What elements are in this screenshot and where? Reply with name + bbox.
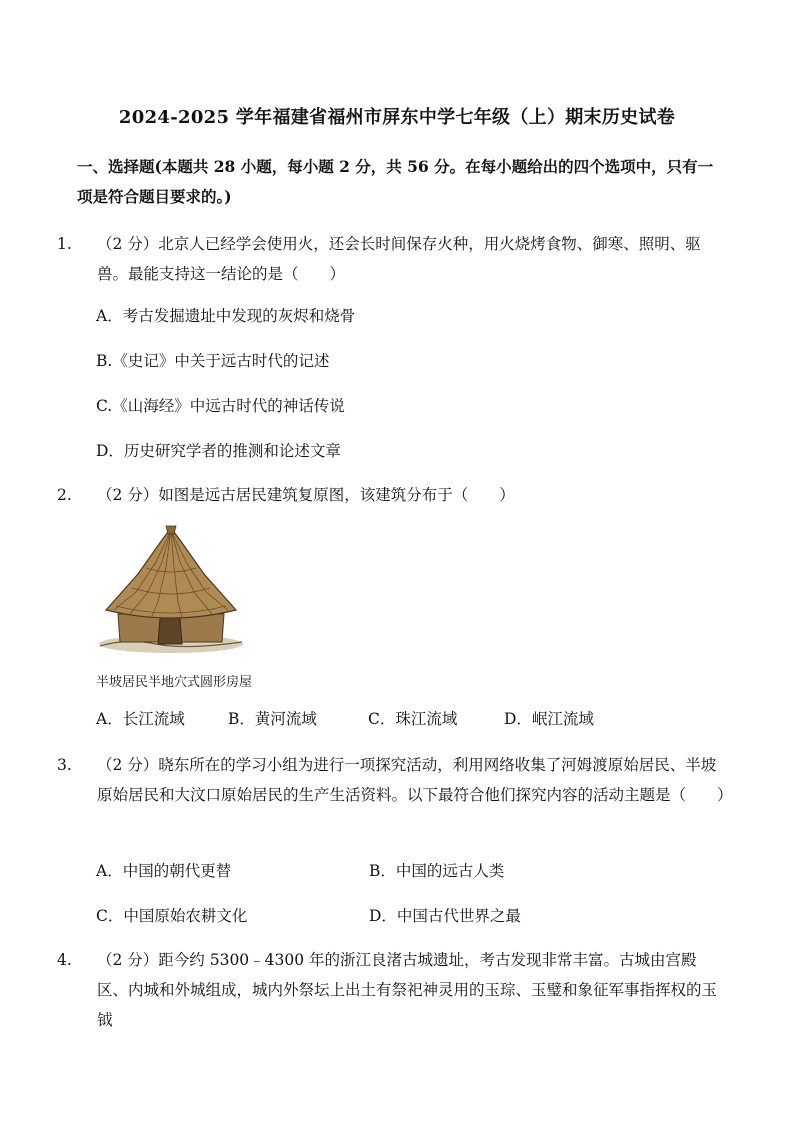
option-b: B．中国的远古人类	[369, 862, 505, 880]
option-b: B.《史记》中关于远古时代的记述	[96, 352, 330, 370]
question-text: （2 分）晓东所在的学习小组为进行一项探究活动，利用网络收集了河姆渡原始居民、半坡原始居民和大汶口原始居民的生产生活资料。以下最符合他们探究内容的活动主题是（ ）	[97, 756, 733, 804]
question-text: （2 分）如图是远古居民建筑复原图，该建筑分布于（ ）	[97, 486, 515, 504]
option-c: C.《山海经》中远古时代的神话传说	[96, 397, 345, 415]
question-number: 2.	[57, 486, 72, 504]
option-b: B．黄河流域	[228, 710, 317, 728]
option-c: C．中国原始农耕文化	[96, 907, 248, 925]
question-text: （2 分）北京人已经学会使用火，还会长时间保存火种，用火烧烤食物、御寒、照明、驱兽。最能支持这一结论的是（ ）	[97, 235, 701, 283]
question-text: （2 分）距今约 5300﹣4300 年的浙江良渚古城遗址，考古发现非常丰富。古城由宫殿区、内城和外城组成，城内外祭坛上出土有祭祀神灵用的玉琮、玉璧和象征军事指挥权的玉钺	[97, 951, 718, 1029]
options-row	[96, 859, 504, 883]
options-row	[96, 904, 521, 928]
image-caption: 半坡居民半地穴式圆形房屋	[96, 675, 253, 690]
question-2	[57, 480, 727, 510]
question-number: 4.	[57, 951, 72, 969]
option-a: A．中国的朝代更替	[96, 862, 232, 880]
question-number: 1.	[57, 235, 72, 253]
section-heading: 一、选择题(本题共 28 小题，每小题 2 分，共 56 分。在每小题给出的四个选项中，只有一项是符合题目要求的。)	[77, 157, 714, 206]
question-4	[57, 945, 727, 1035]
question-3	[57, 750, 733, 810]
option-c: C．珠江流域	[368, 710, 458, 728]
options-row	[96, 707, 594, 731]
question-1	[57, 229, 727, 289]
question-number: 3.	[57, 756, 72, 774]
hut-illustration	[96, 522, 246, 662]
option-a: A．考古发掘遗址中发现的灰烬和烧骨	[96, 307, 356, 325]
option-d: D．中国古代世界之最	[369, 907, 521, 925]
page-title: 2024-2025 学年福建省福州市屏东中学七年级（上）期末历史试卷	[118, 107, 676, 128]
option-d: D．岷江流域	[504, 710, 594, 728]
option-a: A．长江流域	[96, 710, 185, 728]
option-d: D．历史研究学者的推测和论述文章	[96, 442, 341, 460]
